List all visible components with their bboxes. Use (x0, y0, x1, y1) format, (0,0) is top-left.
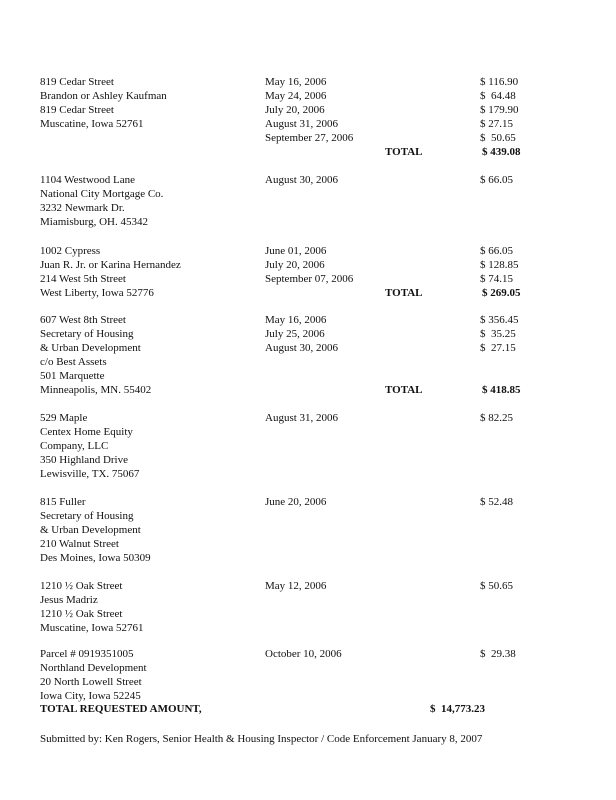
entry-dates (265, 411, 338, 425)
address-line: Secretary of Housing (40, 510, 134, 522)
payment-date: August 31, 2006 (265, 412, 339, 424)
entry-amounts (480, 411, 513, 425)
entry-address-lines (40, 313, 151, 397)
total-amount: $ 269.05 (482, 287, 521, 299)
entry-address-lines (40, 579, 144, 635)
entry-amounts (480, 173, 513, 187)
address-line: 1002 Cypress (40, 245, 101, 257)
entry-amounts (480, 244, 519, 286)
payment-amount: $ 74.15 (480, 273, 513, 285)
payment-date: July 20, 2006 (265, 104, 325, 116)
address-line: & Urban Development (40, 342, 141, 354)
entry-amounts (480, 647, 516, 661)
payment-date: July 20, 2006 (265, 259, 325, 271)
address-line: 210 Walnut Street (40, 538, 119, 550)
payment-date: August 30, 2006 (265, 342, 339, 354)
entry-dates (265, 495, 326, 509)
address-line: Muscatine, Iowa 52761 (40, 622, 144, 634)
entry-amounts (480, 495, 513, 509)
address-line: 819 Cedar Street (40, 76, 114, 88)
entry-dates (265, 244, 353, 286)
total-requested-amount: $ 14,773.23 (430, 703, 485, 715)
entry-address-lines (40, 411, 139, 481)
entry-amounts (480, 75, 519, 145)
payment-amount: $ 82.25 (480, 412, 513, 424)
entry-dates (265, 313, 338, 355)
address-line: Northland Development (40, 662, 147, 674)
payment-amount: $ 27.15 (480, 118, 513, 130)
total-label: TOTAL (385, 384, 423, 396)
address-line: 819 Cedar Street (40, 104, 114, 116)
entry-dates (265, 647, 342, 661)
payment-date: August 31, 2006 (265, 118, 339, 130)
entry-address-lines (40, 75, 167, 131)
address-line: Jesus Madriz (40, 594, 98, 606)
entry-address-lines (40, 173, 163, 229)
submitted-by-line: Submitted by: Ken Rogers, Senior Health & Housing Inspector / Code Enforcement January 8, 2007 (40, 733, 483, 745)
payment-amount: $ 27.15 (480, 342, 516, 354)
entry-amounts (480, 579, 513, 593)
payment-date: July 25, 2006 (265, 328, 325, 340)
address-line: 607 West 8th Street (40, 314, 126, 326)
payment-amount: $ 66.05 (480, 245, 513, 257)
address-line: 1104 Westwood Lane (40, 174, 136, 186)
payment-amount: $ 356.45 (480, 314, 519, 326)
payment-amount: $ 66.05 (480, 174, 513, 186)
address-line: 1210 ½ Oak Street (40, 608, 123, 620)
entry-address-lines (40, 495, 151, 565)
address-line: 1210 ½ Oak Street (40, 580, 123, 592)
address-line: Miamisburg, OH. 45342 (40, 216, 148, 228)
address-line: 501 Marquette (40, 370, 105, 382)
address-line: 350 Highland Drive (40, 454, 128, 466)
address-line: 529 Maple (40, 412, 88, 424)
entry-address-lines (40, 647, 147, 703)
payment-amount: $ 128.85 (480, 259, 519, 271)
payment-date: October 10, 2006 (265, 648, 342, 660)
payment-date: May 24, 2006 (265, 90, 327, 102)
entry-dates (265, 75, 353, 145)
total-label: TOTAL (385, 146, 423, 158)
address-line: Lewisville, TX. 75067 (40, 468, 140, 480)
payment-date: May 16, 2006 (265, 76, 327, 88)
payment-amount: $ 64.48 (480, 90, 516, 102)
address-line: Parcel # 0919351005 (40, 648, 134, 660)
address-line: 214 West 5th Street (40, 273, 126, 285)
address-line: 20 North Lowell Street (40, 676, 142, 688)
payment-amount: $ 50.65 (480, 132, 516, 144)
address-line: National City Mortgage Co. (40, 188, 164, 200)
payment-amount: $ 50.65 (480, 580, 513, 592)
address-line: Secretary of Housing (40, 328, 134, 340)
payment-date: June 20, 2006 (265, 496, 327, 508)
total-label: TOTAL (385, 287, 423, 299)
payment-date: May 16, 2006 (265, 314, 327, 326)
address-line: Des Moines, Iowa 50309 (40, 552, 151, 564)
entry-dates (265, 579, 326, 593)
address-line: Centex Home Equity (40, 426, 133, 438)
address-line: & Urban Development (40, 524, 141, 536)
address-line: c/o Best Assets (40, 356, 107, 368)
payment-date: September 07, 2006 (265, 273, 354, 285)
payment-date: May 12, 2006 (265, 580, 327, 592)
address-line: Muscatine, Iowa 52761 (40, 118, 144, 130)
address-line: West Liberty, Iowa 52776 (40, 287, 154, 299)
payment-date: June 01, 2006 (265, 245, 327, 257)
address-line: Juan R. Jr. or Karina Hernandez (40, 259, 181, 271)
entry-dates (265, 173, 338, 187)
total-amount: $ 418.85 (482, 384, 521, 396)
payment-amount: $ 52.48 (480, 496, 513, 508)
payment-amount: $ 35.25 (480, 328, 516, 340)
address-line: Brandon or Ashley Kaufman (40, 90, 167, 102)
entry-address-lines (40, 244, 181, 300)
payment-date: August 30, 2006 (265, 174, 339, 186)
total-amount: $ 439.08 (482, 146, 521, 158)
address-line: Minneapolis, MN. 55402 (40, 384, 152, 396)
address-line: Company, LLC (40, 440, 109, 452)
address-line: 815 Fuller (40, 496, 86, 508)
payment-date: September 27, 2006 (265, 132, 354, 144)
payment-amount: $ 116.90 (480, 76, 519, 88)
payment-amount: $ 179.90 (480, 104, 519, 116)
address-line: 3232 Newmark Dr. (40, 202, 125, 214)
entry-amounts (480, 313, 519, 355)
payment-amount: $ 29.38 (480, 648, 516, 660)
total-requested-label: TOTAL REQUESTED AMOUNT, (40, 703, 202, 715)
address-line: Iowa City, Iowa 52245 (40, 690, 141, 702)
